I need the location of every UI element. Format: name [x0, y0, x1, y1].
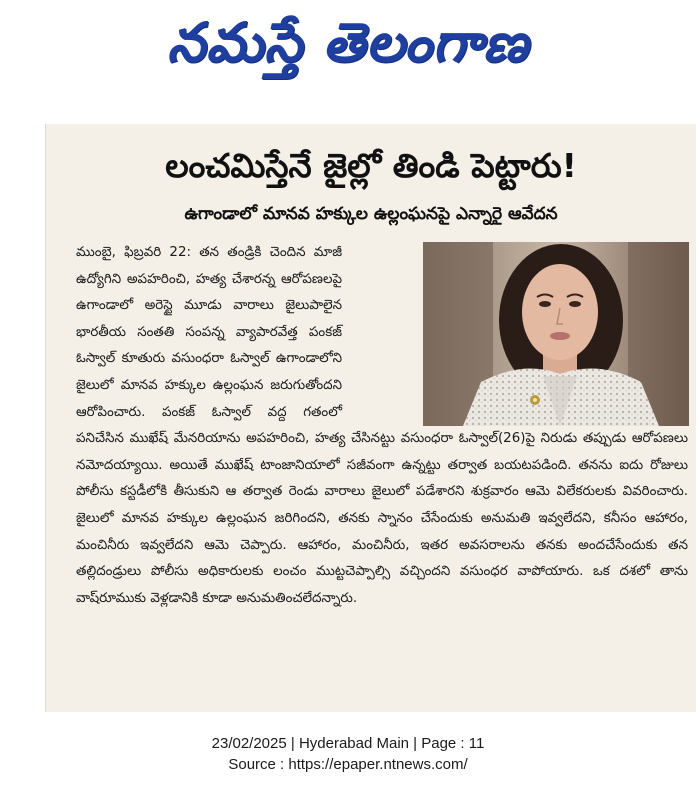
masthead [0, 4, 696, 80]
article-subheadline: ఉగాండాలో మానవ హక్కుల ఉల్లంఘనపై ఎన్నారై ఆవేదన [184, 204, 558, 224]
source-info: Source : https://epaper.ntnews.com/ [228, 756, 468, 773]
article-clipping [46, 124, 696, 712]
article-body-text: ముంబై, ఫిబ్రవరి 22: తన తండ్రికి చెందిన మాజీ ఉద్యోగిని అపహరించి, హత్య చేశారన్న ఆరోపణలపై ఉగాండాలో అరెస్టై మూడు వారాలు జైలుపాలైన భారతీయ సంతతి సంపన్న వ్యాపారవేత్త పంకజ్ ఓస్వాల్ కూతురు వసుంధరా ఓస్వాల్ ఉగాండాలోని జైలులో మానవ హక్కుల ఉల్లంఘన జరుగుతోందని ఆరోపించారు. పంకజ్ ఓస్వాల్ వద్ద గతంలో పనిచేసిన ముఖేష్ మేనరియాను అపహరించి, హత్య చేసినట్టు వసుంధరా ఓస్వాల్(26)పై నిరుడు తప్పుడు ఆరోపణలు నమోదయ్యాయి. అయితే ముఖేష్ టాంజానియాలో సజీవంగా ఉన్నట్టు తర్వాత బయటపడింది. తనను ఐదు రోజులు పోలీసు కస్టడీలోకి తీసుకుని ఆ తర్వాత రెండు వారాలు జైలులో పడేశారని శుక్రవారం ఆమె విలేకరులకు వివరించారు. జైలులో మానవ హక్కుల ఉల్లంఘన జరిగిందని, తనకు స్నానం చేసేందుకు అనుమతి ఇవ్వలేదని, కనీసం ఆహారం, మంచినీరు ఇవ్వలేదని ఆమె చెప్పారు. ఆహారం, మంచినీరు, ఇతర అవసరాలను తనకు అందచేసేందుకు తన తల్లిదండ్రులు పోలీసు అధికారులకు లంచం ముట్టచెప్పాల్సి వచ్చిందని వసుంధర వాపోయారు. ఒక దశలో తాను వాష్‌రూముకు వెళ్లడానికి కూడా అనుమతించలేదన్నారు. [76, 245, 688, 606]
article-headline: లంచమిస్తేనే జైల్లో తిండి పెట్టారు! [165, 146, 577, 185]
edition-info: 23/02/2025 | Hyderabad Main | Page : 11 [211, 735, 485, 752]
newspaper-logo: నమస్తే తెలంగాణ [167, 10, 529, 74]
photo-spacer [348, 240, 688, 426]
article-body [76, 240, 688, 612]
